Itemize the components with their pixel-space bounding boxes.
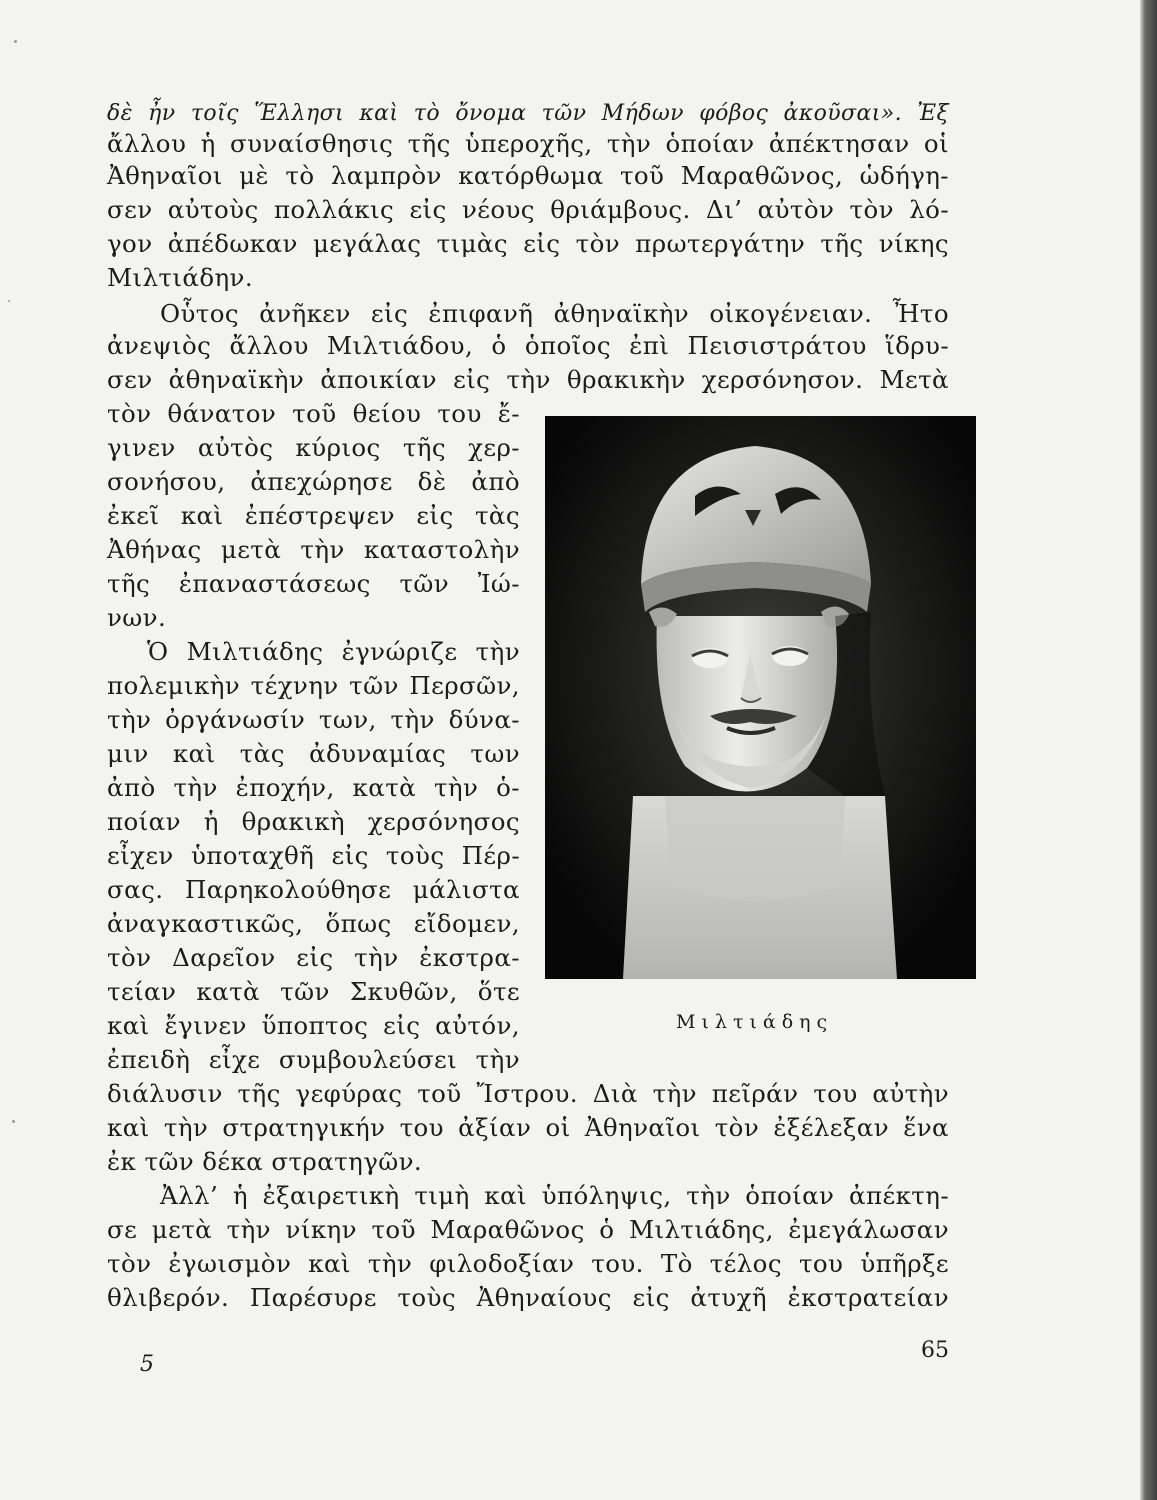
text-line: τείαν κατὰ τῶν Σκυθῶν, ὅτε [107, 977, 520, 1006]
text-line: σας. Παρηκολούθησε μάλιστα [107, 875, 520, 904]
text-line: σε μετὰ τὴν νίκην τοῦ Μαραθῶνος ὁ Μιλτιάδης, ἐμεγάλωσαν [107, 1215, 949, 1244]
scan-speck [12, 1120, 15, 1123]
text-line: ἄλλου ἡ συναίσθησις τῆς ὑπεροχῆς, τὴν ὁποίαν ἀπέκτησαν οἱ [107, 129, 949, 158]
text-line: ἐπειδὴ εἶχε συμβουλεύσει τὴν [107, 1045, 520, 1074]
text-line: διάλυσιν τῆς γεφύρας τοῦ Ἴστρου. Διὰ τὴν πεῖράν του αὐτὴν [107, 1079, 949, 1108]
scan-speck [8, 300, 10, 302]
text-line: καὶ τὴν στρατηγικήν του ἀξίαν οἱ Ἀθηναῖοι τὸν ἐξέλεξαν ἕνα [107, 1113, 949, 1142]
text-line: Ἀθήνας μετὰ τὴν καταστολὴν [107, 535, 520, 564]
text-line: Ἀθηναῖοι μὲ τὸ λαμπρὸν κατόρθωμα τοῦ Μαραθῶνος, ὡδήγη- [107, 161, 949, 190]
text-line: ἀπὸ τὴν ἐποχήν, κατὰ τὴν ὁ- [107, 773, 520, 802]
text-line: σεν ἀθηναϊκὴν ἀποικίαν εἰς τὴν θρακικὴν χερσόνησον. Μετὰ [107, 365, 949, 394]
scan-speck [14, 40, 17, 43]
text-line: θλιβερόν. Παρέσυρε τοὺς Ἀθηναίους εἰς ἀτυχῆ ἐκστρατείαν [107, 1283, 949, 1312]
text-line: ποίαν ἡ θρακικὴ χερσόνησος [107, 807, 520, 836]
text-line: ἐκεῖ καὶ ἐπέστρεψεν εἰς τὰς [107, 501, 520, 530]
text-line: δὲ ἦν τοῖς Ἕλλησι καὶ τὸ ὄνομα τῶν Μήδων φόβος ἀκοῦσαι». Ἐξ [107, 101, 949, 126]
text-line: τῆς ἐπαναστάσεως τῶν Ἰώ- [107, 569, 520, 598]
text-line: πολεμικὴν τέχνην τῶν Περσῶν, [107, 671, 520, 700]
signature-mark: 5 [140, 1352, 154, 1377]
text-line: σονήσου, ἀπεχώρησε δὲ ἀπὸ [107, 467, 520, 496]
text-line: γον ἀπέδωκαν μεγάλας τιμὰς εἰς τὸν πρωτεργάτην τῆς νίκης [107, 229, 949, 258]
page-number: 65 [921, 1338, 949, 1363]
figure-caption: Μιλτιάδης [676, 1011, 834, 1033]
text-line: νων. [107, 603, 167, 632]
text-line: τὴν ὀργάνωσίν των, τὴν δύνα- [107, 705, 520, 734]
text-line: Μιλτιάδην. [107, 263, 254, 292]
page-edge-shadow [1140, 0, 1157, 1500]
text-line: ἐκ τῶν δέκα στρατηγῶν. [107, 1147, 423, 1176]
miltiades-bust-photo [545, 416, 976, 979]
text-line: μιν καὶ τὰς ἀδυναμίας των [107, 739, 520, 768]
text-line: ἀναγκαστικῶς, ὅπως εἴδομεν, [107, 909, 520, 938]
bust-illustration [545, 416, 976, 979]
text-line: τὸν Δαρεῖον εἰς τὴν ἐκστρα- [107, 943, 520, 972]
text-line: εἶχεν ὑποταχθῆ εἰς τοὺς Πέρ- [107, 841, 520, 870]
text-line: τὸν θάνατον τοῦ θείου του ἔ- [107, 399, 520, 428]
text-line: σεν αὐτοὺς πολλάκις εἰς νέους θριάμβους. Δι’ αὐτὸν τὸν λό- [107, 195, 949, 224]
text-line: τὸν ἐγωισμὸν καὶ τὴν φιλοδοξίαν του. Τὸ τέλος του ὑπῆρξε [107, 1249, 949, 1278]
text-line: γινεν αὐτὸς κύριος τῆς χερ- [107, 433, 520, 462]
paragraph-start: Ὁ Μιλτιάδης ἐγνώριζε τὴν [147, 637, 520, 666]
paragraph-start: Ἀλλ’ ἡ ἐξαιρετικὴ τιμὴ καὶ ὑπόληψις, τὴν ὁποίαν ἀπέκτη- [160, 1181, 949, 1210]
text-line: καὶ ἔγινεν ὕποπτος εἰς αὐτόν, [107, 1011, 520, 1040]
text-line: ἀνεψιὸς ἄλλου Μιλτιάδου, ὁ ὁποῖος ἐπὶ Πεισιστράτου ἵδρυ- [107, 331, 949, 360]
paragraph-start: Οὗτος ἀνῆκεν εἰς ἐπιφανῆ ἀθηναϊκὴν οἰκογένειαν. Ἦτο [160, 299, 949, 328]
